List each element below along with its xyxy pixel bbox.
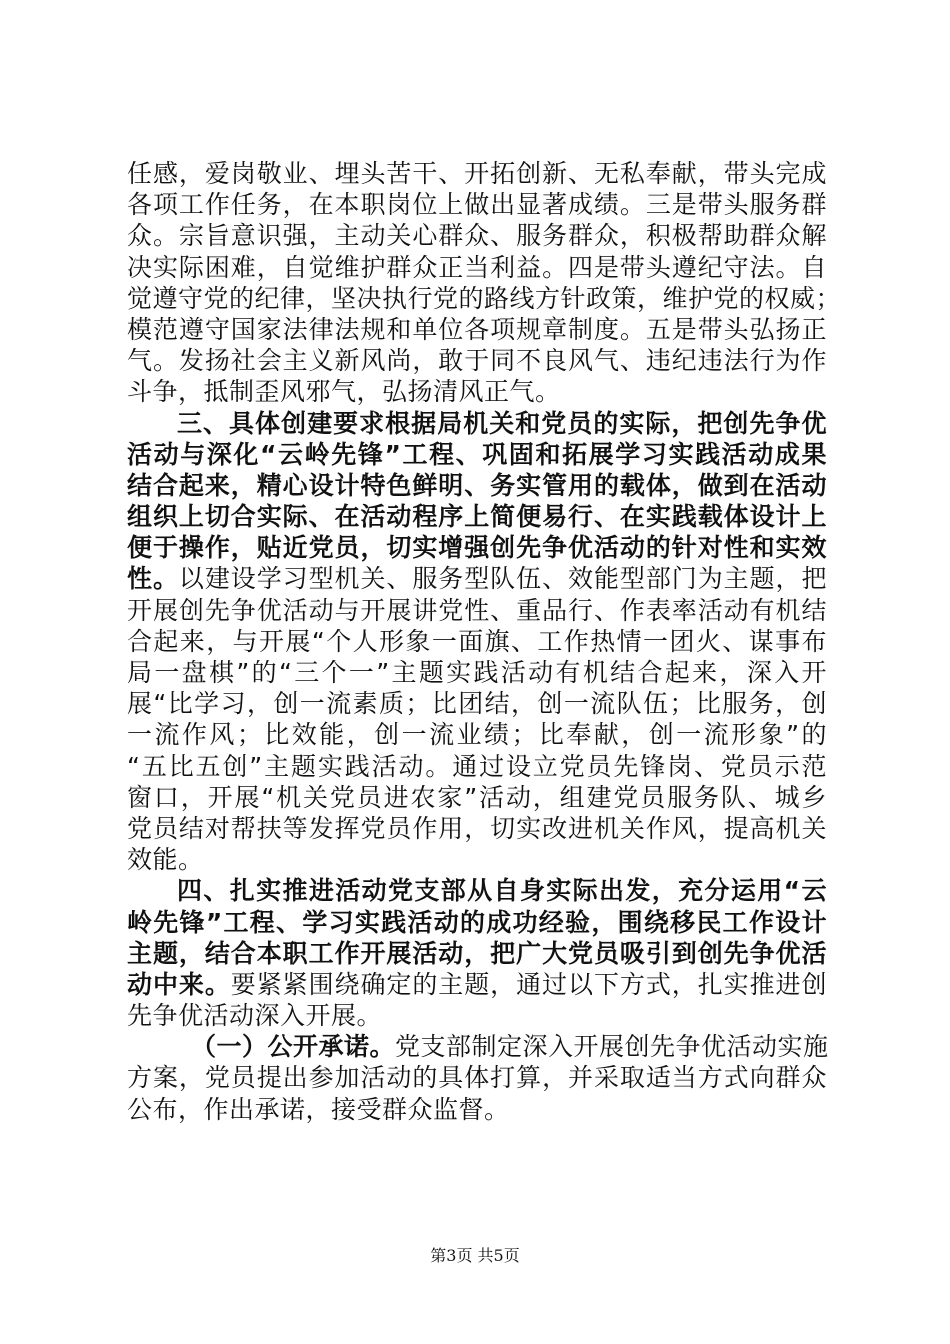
text-line: “五比五创”主题实践活动。通过设立党员先锋岗、党员示范 <box>127 751 827 781</box>
text-line: 窗口，开展“机关党员进农家”活动，组建党员服务队、城乡 <box>127 782 827 812</box>
text-line: 方案，党员提出参加活动的具体打算，并采取适当方式向群众 <box>127 1063 827 1093</box>
body-text <box>127 158 842 1125</box>
text-line: 岭先锋”工程、学习实践活动的成功经验，围绕移民工作设计 <box>127 907 827 937</box>
text-line: 斗争，抵制歪风邪气，弘扬清风正气。 <box>127 377 561 407</box>
text-line: 决实际困难，自觉维护群众正当利益。四是带头遵纪守法。自 <box>127 252 827 282</box>
bold-lead-text: （一）公开承诺。 <box>191 1032 396 1062</box>
text-line: 便于操作，贴近党员，切实增强创先争优活动的针对性和实效 <box>127 533 827 563</box>
text-line: 模范遵守国家法律法规和单位各项规章制度。五是带头弘扬正 <box>127 314 827 344</box>
text-line: 先争优活动深入开展。 <box>127 1001 383 1031</box>
text-line <box>127 969 827 1000</box>
line-remainder-text: 要紧紧围绕确定的主题，通过以下方式，扎实推进创 <box>230 969 827 999</box>
text-line: 结合起来，精心设计特色鲜明、务实管用的载体，做到在活动 <box>127 470 827 500</box>
text-line: 合起来，与开展“个人形象一面旗、工作热情一团火、谋事布 <box>127 626 827 656</box>
text-line: 效能。 <box>127 845 204 875</box>
text-line: 气。发扬社会主义新风尚，敢于同不良风气、违纪违法行为作 <box>127 346 827 376</box>
text-line: 组织上切合实际、在活动程序上简便易行、在实践载体设计上 <box>127 502 827 532</box>
text-line: 局一盘棋”的“三个一”主题实践活动有机结合起来，深入开 <box>127 658 827 687</box>
text-line <box>127 1031 827 1062</box>
text-line: 一流作风；比效能，创一流业绩；比奉献，创一流形象”的 <box>127 720 827 750</box>
text-line: 四、扎实推进活动党支部从自身实际出发，充分运用“云 <box>177 876 827 906</box>
text-line: 觉遵守党的纪律，坚决执行党的路线方针政策，维护党的权威； <box>127 283 842 313</box>
text-line: 活动与深化“云岭先锋”工程、巩固和拓展学习实践活动成果 <box>127 439 827 469</box>
text-line <box>127 563 827 594</box>
text-line: 公布，作出承诺，接受群众监督。 <box>127 1094 510 1124</box>
bold-lead-text: 动中来。 <box>127 969 231 999</box>
text-line: 任感，爱岗敬业、埋头苦干、开拓创新、无私奉献，带头完成 <box>127 159 827 188</box>
page-footer: 第3页 共5页 <box>430 1246 520 1265</box>
text-line: 三、具体创建要求根据局机关和党员的实际，把创先争优 <box>177 408 827 438</box>
text-line: 众。宗旨意识强，主动关心群众、服务群众，积极帮助群众解 <box>127 221 827 251</box>
bold-lead-text: 性。 <box>127 564 179 594</box>
line-remainder-text: 党支部制定深入开展创先争优活动实施 <box>395 1032 829 1062</box>
line-remainder-text: 以建设学习型机关、服务型队伍、效能型部门为主题，把 <box>178 564 827 594</box>
text-line: 各项工作任务，在本职岗位上做出显著成绩。三是带头服务群 <box>127 190 827 220</box>
text-line: 主题，结合本职工作开展活动，把广大党员吸引到创先争优活 <box>127 938 827 968</box>
text-line: 党员结对帮扶等发挥党员作用，切实改进机关作风，提高机关 <box>127 813 827 843</box>
text-line: 展“比学习，创一流素质；比团结，创一流队伍；比服务，创 <box>127 689 827 719</box>
text-line: 开展创先争优活动与开展讲党性、重品行、作表率活动有机结 <box>127 595 827 625</box>
